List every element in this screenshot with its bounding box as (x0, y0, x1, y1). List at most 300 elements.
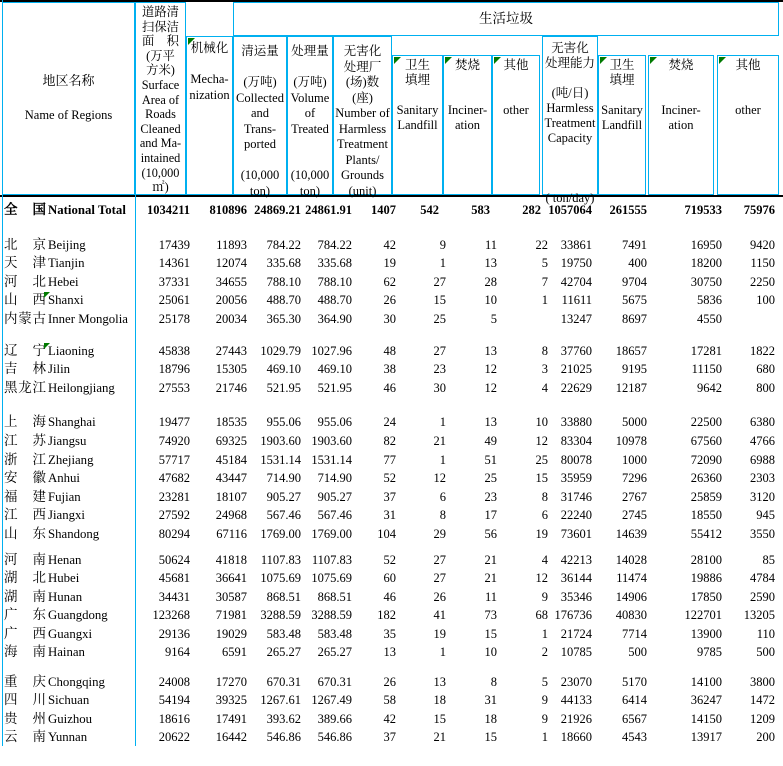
cell-capacity-incineration[interactable]: 14150 (690, 711, 722, 726)
cell-plants-total[interactable]: 24 (383, 415, 396, 430)
cell-treated[interactable]: 265.27 (317, 645, 352, 660)
table-row[interactable] (0, 569, 783, 588)
cell-collected[interactable]: 393.62 (266, 711, 301, 726)
cell-plants-landfill[interactable]: 542 (420, 203, 439, 217)
cell-mechanization[interactable]: 17270 (215, 674, 247, 689)
cell-capacity-landfill[interactable]: 7296 (622, 471, 647, 486)
cell-plants-other[interactable]: 19 (535, 526, 548, 541)
cell-plants-other[interactable]: 8 (541, 489, 548, 504)
cell-capacity-incineration[interactable]: 22500 (690, 415, 722, 430)
cell-plants-other[interactable]: 7 (541, 274, 548, 289)
cell-plants-total[interactable]: 13 (383, 645, 396, 660)
cell-plants-incineration[interactable]: 583 (471, 203, 490, 217)
cell-collected[interactable]: 670.31 (266, 674, 301, 689)
cell-collected[interactable]: 955.06 (266, 415, 301, 430)
cell-plants-total[interactable]: 1407 (371, 203, 396, 217)
cell-plants-landfill[interactable]: 15 (433, 293, 446, 308)
cell-mechanization[interactable]: 34655 (215, 274, 247, 289)
cell-capacity-total[interactable]: 33861 (560, 237, 592, 252)
cell-capacity-total[interactable]: 19750 (560, 256, 592, 271)
cell-road-area[interactable]: 25178 (158, 311, 190, 326)
cell-treated[interactable]: 955.06 (317, 415, 352, 430)
cell-plants-landfill[interactable]: 1 (439, 256, 446, 271)
table-row[interactable] (0, 432, 783, 451)
cell-plants-landfill[interactable]: 8 (439, 508, 446, 523)
cell-plants-incineration[interactable]: 13 (484, 256, 497, 271)
cell-plants-incineration[interactable]: 15 (484, 626, 497, 641)
col-header-plants-incineration[interactable]: 焚烧 Inciner- ation (443, 55, 492, 195)
cell-mechanization[interactable]: 18107 (215, 489, 247, 504)
cell-plants-incineration[interactable]: 25 (484, 471, 497, 486)
cell-capacity-landfill[interactable]: 400 (628, 256, 647, 271)
table-row[interactable] (0, 469, 783, 488)
cell-capacity-total[interactable]: 18660 (560, 730, 592, 745)
cell-plants-other[interactable]: 4 (541, 380, 548, 395)
table-row[interactable] (0, 273, 783, 292)
cell-capacity-total[interactable]: 22629 (560, 380, 592, 395)
cell-capacity-landfill[interactable]: 10978 (615, 433, 647, 448)
cell-road-area[interactable]: 29136 (158, 626, 190, 641)
cell-capacity-landfill[interactable]: 40830 (615, 608, 647, 623)
cell-collected[interactable]: 546.86 (266, 730, 301, 745)
cell-plants-incineration[interactable]: 13 (484, 415, 497, 430)
table-row[interactable] (0, 643, 783, 662)
cell-treated[interactable]: 389.66 (317, 711, 352, 726)
table-row[interactable] (0, 625, 783, 644)
col-header-capacity-total[interactable]: 无害化 处理能力 (吨/日) Harmless Treatment Capacity ( ton/day) (542, 36, 598, 195)
cell-capacity-total[interactable]: 44133 (560, 693, 592, 708)
cell-collected[interactable]: 1531.14 (260, 452, 301, 467)
cell-capacity-landfill[interactable]: 9704 (622, 274, 647, 289)
cell-capacity-other[interactable]: 945 (756, 508, 775, 523)
cell-capacity-other[interactable]: 4766 (750, 433, 775, 448)
cell-capacity-landfill[interactable]: 500 (628, 645, 647, 660)
cell-capacity-other[interactable]: 110 (756, 626, 775, 641)
cell-mechanization[interactable]: 18535 (215, 415, 247, 430)
cell-treated[interactable]: 714.90 (317, 471, 352, 486)
cell-road-area[interactable]: 47682 (158, 471, 190, 486)
cell-capacity-landfill[interactable]: 14639 (615, 526, 647, 541)
cell-plants-total[interactable]: 62 (383, 274, 396, 289)
cell-collected[interactable]: 469.10 (266, 362, 301, 377)
cell-plants-total[interactable]: 48 (383, 343, 396, 358)
cell-capacity-incineration[interactable]: 5836 (697, 293, 722, 308)
cell-capacity-total[interactable]: 35346 (560, 589, 592, 604)
cell-plants-landfill[interactable]: 1 (439, 645, 446, 660)
cell-mechanization[interactable]: 27443 (215, 343, 247, 358)
cell-capacity-other[interactable]: 13205 (743, 608, 775, 623)
cell-capacity-other[interactable]: 2590 (750, 589, 775, 604)
cell-capacity-other[interactable]: 6380 (750, 415, 775, 430)
cell-capacity-total[interactable]: 21724 (560, 626, 592, 641)
cell-plants-other[interactable]: 4 (541, 552, 548, 567)
cell-mechanization[interactable]: 12074 (215, 256, 247, 271)
col-header-collected[interactable]: 清运量 (万吨) Collected and Trans- ported (10,000 ton) (233, 36, 287, 195)
cell-plants-incineration[interactable]: 8 (490, 674, 497, 689)
cell-treated[interactable]: 905.27 (317, 489, 352, 504)
cell-mechanization[interactable]: 20056 (215, 293, 247, 308)
cell-plants-incineration[interactable]: 13 (484, 343, 497, 358)
cell-plants-incineration[interactable]: 31 (484, 693, 497, 708)
cell-capacity-total[interactable]: 42704 (560, 274, 592, 289)
cell-collected[interactable]: 265.27 (266, 645, 301, 660)
cell-capacity-incineration[interactable]: 19886 (690, 571, 722, 586)
cell-plants-incineration[interactable]: 21 (484, 571, 497, 586)
cell-road-area[interactable]: 14361 (158, 256, 190, 271)
cell-collected[interactable]: 868.51 (266, 589, 301, 604)
cell-capacity-total[interactable]: 21025 (560, 362, 592, 377)
cell-capacity-landfill[interactable]: 6567 (622, 711, 647, 726)
cell-treated[interactable]: 488.70 (317, 293, 352, 308)
cell-plants-incineration[interactable]: 12 (484, 380, 497, 395)
cell-collected[interactable]: 24869.21 (254, 203, 301, 217)
cell-capacity-landfill[interactable]: 8697 (622, 311, 647, 326)
cell-road-area[interactable]: 23281 (158, 489, 190, 504)
cell-capacity-landfill[interactable]: 261555 (609, 203, 647, 217)
cell-plants-landfill[interactable]: 27 (433, 343, 446, 358)
cell-plants-incineration[interactable]: 12 (484, 362, 497, 377)
cell-treated[interactable]: 521.95 (317, 380, 352, 395)
table-row[interactable] (0, 360, 783, 379)
cell-road-area[interactable]: 50624 (158, 552, 190, 567)
cell-plants-landfill[interactable]: 12 (433, 471, 446, 486)
cell-road-area[interactable]: 25061 (158, 293, 190, 308)
cell-plants-other[interactable]: 1 (541, 626, 548, 641)
cell-collected[interactable]: 1769.00 (260, 526, 301, 541)
cell-collected[interactable]: 365.30 (266, 311, 301, 326)
cell-plants-other[interactable]: 15 (535, 471, 548, 486)
cell-plants-landfill[interactable]: 27 (433, 571, 446, 586)
cell-capacity-incineration[interactable]: 9785 (697, 645, 722, 660)
cell-capacity-total[interactable]: 42213 (560, 552, 592, 567)
cell-capacity-landfill[interactable]: 14028 (615, 552, 647, 567)
table-row[interactable] (0, 525, 783, 544)
cell-treated[interactable]: 670.31 (317, 674, 352, 689)
cell-capacity-incineration[interactable]: 55412 (690, 526, 722, 541)
cell-plants-landfill[interactable]: 25 (433, 311, 446, 326)
cell-capacity-landfill[interactable]: 2745 (622, 508, 647, 523)
cell-capacity-other[interactable]: 1150 (750, 256, 775, 271)
cell-capacity-incineration[interactable]: 16950 (690, 237, 722, 252)
cell-capacity-landfill[interactable]: 5000 (622, 415, 647, 430)
cell-mechanization[interactable]: 30587 (215, 589, 247, 604)
cell-road-area[interactable]: 20622 (158, 730, 190, 745)
cell-plants-landfill[interactable]: 6 (439, 489, 446, 504)
cell-capacity-other[interactable]: 800 (756, 380, 775, 395)
cell-plants-other[interactable]: 6 (541, 508, 548, 523)
cell-capacity-other[interactable]: 4784 (750, 571, 775, 586)
cell-road-area[interactable]: 34431 (158, 589, 190, 604)
cell-capacity-other[interactable]: 100 (756, 293, 775, 308)
cell-plants-total[interactable]: 182 (377, 608, 396, 623)
cell-plants-other[interactable]: 9 (541, 693, 548, 708)
cell-mechanization[interactable]: 19029 (215, 626, 247, 641)
cell-plants-total[interactable]: 37 (383, 730, 396, 745)
cell-capacity-other[interactable]: 3800 (750, 674, 775, 689)
table-row[interactable] (0, 236, 783, 255)
cell-plants-landfill[interactable]: 27 (433, 552, 446, 567)
cell-plants-other[interactable]: 22 (535, 237, 548, 252)
cell-road-area[interactable]: 57717 (158, 452, 190, 467)
cell-plants-landfill[interactable]: 41 (433, 608, 446, 623)
cell-plants-incineration[interactable]: 17 (484, 508, 497, 523)
cell-capacity-incineration[interactable]: 13900 (690, 626, 722, 641)
group-header-household-garbage[interactable] (233, 2, 779, 36)
cell-plants-total[interactable]: 46 (383, 589, 396, 604)
table-row[interactable] (0, 254, 783, 273)
table-row[interactable] (0, 488, 783, 507)
cell-treated[interactable]: 788.10 (317, 274, 352, 289)
cell-plants-total[interactable]: 82 (383, 433, 396, 448)
col-header-road-area[interactable]: 道路清 扫保洁 面 积 (万平 方米) Surface Area of Roads Cleaned and Ma- intained (10,000 ㎡) (135, 2, 186, 195)
cell-road-area[interactable]: 74920 (158, 433, 190, 448)
cell-collected[interactable]: 1107.83 (260, 552, 301, 567)
cell-mechanization[interactable]: 67116 (216, 526, 247, 541)
cell-road-area[interactable]: 9164 (165, 645, 190, 660)
cell-capacity-other[interactable]: 2250 (750, 274, 775, 289)
col-header-region[interactable] (2, 2, 135, 195)
cell-plants-total[interactable]: 30 (383, 311, 396, 326)
cell-capacity-incineration[interactable]: 122701 (684, 608, 722, 623)
cell-plants-other[interactable]: 68 (535, 608, 548, 623)
cell-plants-landfill[interactable]: 23 (433, 362, 446, 377)
cell-capacity-total[interactable]: 176736 (554, 608, 592, 623)
cell-capacity-total[interactable]: 10785 (560, 645, 592, 660)
cell-treated[interactable]: 364.90 (317, 311, 352, 326)
cell-plants-landfill[interactable]: 13 (433, 674, 446, 689)
cell-treated[interactable]: 1027.96 (311, 343, 352, 358)
cell-plants-other[interactable]: 9 (541, 589, 548, 604)
cell-plants-landfill[interactable]: 15 (433, 711, 446, 726)
cell-plants-total[interactable]: 26 (383, 293, 396, 308)
cell-treated[interactable]: 1903.60 (311, 433, 352, 448)
cell-road-area[interactable]: 18796 (158, 362, 190, 377)
cell-plants-total[interactable]: 77 (383, 452, 396, 467)
cell-road-area[interactable]: 37331 (158, 274, 190, 289)
cell-plants-other[interactable]: 2 (541, 645, 548, 660)
cell-capacity-other[interactable]: 3120 (750, 489, 775, 504)
cell-collected[interactable]: 788.10 (266, 274, 301, 289)
cell-capacity-landfill[interactable]: 14906 (615, 589, 647, 604)
table-row[interactable] (0, 379, 783, 398)
cell-mechanization[interactable]: 17491 (215, 711, 247, 726)
table-row[interactable] (0, 506, 783, 525)
cell-road-area[interactable]: 45838 (158, 343, 190, 358)
cell-plants-other[interactable]: 25 (535, 452, 548, 467)
cell-mechanization[interactable]: 71981 (215, 608, 247, 623)
cell-mechanization[interactable]: 21746 (215, 380, 247, 395)
col-header-capacity-incineration[interactable]: 焚烧 Inciner- ation (648, 55, 714, 195)
cell-plants-other[interactable]: 1 (541, 730, 548, 745)
cell-plants-incineration[interactable]: 28 (484, 274, 497, 289)
cell-road-area[interactable]: 24008 (158, 674, 190, 689)
cell-capacity-landfill[interactable]: 4543 (622, 730, 647, 745)
table-row[interactable] (0, 551, 783, 570)
cell-capacity-incineration[interactable]: 14100 (690, 674, 722, 689)
cell-capacity-total[interactable]: 22240 (560, 508, 592, 523)
cell-plants-landfill[interactable]: 19 (433, 626, 446, 641)
cell-capacity-other[interactable]: 75976 (743, 203, 775, 217)
cell-capacity-landfill[interactable]: 5170 (622, 674, 647, 689)
cell-plants-other[interactable]: 282 (522, 203, 541, 217)
cell-capacity-other[interactable]: 9420 (750, 237, 775, 252)
cell-treated[interactable]: 784.22 (317, 237, 352, 252)
cell-plants-total[interactable]: 26 (383, 674, 396, 689)
cell-collected[interactable]: 1903.60 (260, 433, 301, 448)
cell-capacity-total[interactable]: 80078 (560, 452, 592, 467)
col-header-treated[interactable]: 处理量 (万吨) Volume of Treated (10,000 ton) (287, 36, 333, 195)
cell-plants-landfill[interactable]: 26 (433, 589, 446, 604)
cell-plants-landfill[interactable]: 18 (433, 693, 446, 708)
cell-capacity-landfill[interactable]: 7491 (622, 237, 647, 252)
cell-collected[interactable]: 714.90 (266, 471, 301, 486)
cell-capacity-landfill[interactable]: 11474 (616, 571, 647, 586)
cell-plants-total[interactable]: 104 (377, 526, 396, 541)
cell-plants-total[interactable]: 19 (383, 256, 396, 271)
cell-plants-incineration[interactable]: 21 (484, 552, 497, 567)
cell-capacity-other[interactable]: 6988 (750, 452, 775, 467)
col-header-plants-landfill[interactable]: 卫生 填埋 Sanitary Landfill (392, 55, 443, 195)
cell-mechanization[interactable]: 39325 (215, 693, 247, 708)
cell-plants-incineration[interactable]: 51 (484, 452, 497, 467)
table-row[interactable] (0, 291, 783, 310)
cell-capacity-other[interactable]: 2303 (750, 471, 775, 486)
table-row[interactable] (0, 710, 783, 729)
cell-capacity-other[interactable]: 200 (756, 730, 775, 745)
cell-plants-total[interactable]: 46 (383, 380, 396, 395)
cell-plants-total[interactable]: 60 (383, 571, 396, 586)
cell-plants-total[interactable]: 58 (383, 693, 396, 708)
cell-plants-incineration[interactable]: 11 (484, 237, 497, 252)
cell-treated[interactable]: 1531.14 (311, 452, 352, 467)
cell-capacity-incineration[interactable]: 13917 (690, 730, 722, 745)
cell-treated[interactable]: 1075.69 (311, 571, 352, 586)
cell-plants-total[interactable]: 42 (383, 711, 396, 726)
cell-road-area[interactable]: 123268 (152, 608, 190, 623)
cell-plants-total[interactable]: 52 (383, 471, 396, 486)
cell-mechanization[interactable]: 16442 (215, 730, 247, 745)
cell-plants-landfill[interactable]: 29 (433, 526, 446, 541)
cell-plants-other[interactable]: 12 (535, 571, 548, 586)
cell-mechanization[interactable]: 20034 (215, 311, 247, 326)
cell-mechanization[interactable]: 810896 (209, 203, 247, 217)
cell-capacity-total[interactable]: 37760 (560, 343, 592, 358)
cell-capacity-incineration[interactable]: 4550 (697, 311, 722, 326)
cell-plants-other[interactable]: 12 (535, 433, 548, 448)
cell-mechanization[interactable]: 43447 (215, 471, 247, 486)
cell-mechanization[interactable]: 36641 (215, 571, 247, 586)
cell-treated[interactable]: 1107.83 (311, 552, 352, 567)
cell-plants-landfill[interactable]: 21 (433, 433, 446, 448)
cell-capacity-total[interactable]: 11611 (561, 293, 592, 308)
cell-treated[interactable]: 335.68 (317, 256, 352, 271)
cell-capacity-other[interactable]: 1822 (750, 343, 775, 358)
cell-treated[interactable]: 546.86 (317, 730, 352, 745)
cell-road-area[interactable]: 19477 (158, 415, 190, 430)
col-header-mechanization[interactable]: 机械化 Mecha- nization (186, 36, 233, 195)
cell-mechanization[interactable]: 45184 (215, 452, 247, 467)
cell-plants-total[interactable]: 42 (383, 237, 396, 252)
cell-capacity-incineration[interactable]: 72090 (690, 452, 722, 467)
table-row[interactable] (0, 342, 783, 361)
cell-plants-other[interactable]: 5 (541, 256, 548, 271)
cell-capacity-incineration[interactable]: 28100 (690, 552, 722, 567)
cell-capacity-total[interactable]: 23070 (560, 674, 592, 689)
col-header-capacity-other[interactable]: 其他 other (717, 55, 779, 195)
cell-capacity-incineration[interactable]: 11150 (691, 362, 722, 377)
cell-road-area[interactable]: 45681 (158, 571, 190, 586)
cell-collected[interactable]: 488.70 (266, 293, 301, 308)
cell-capacity-incineration[interactable]: 67560 (690, 433, 722, 448)
table-row[interactable] (0, 310, 783, 329)
cell-plants-total[interactable]: 52 (383, 552, 396, 567)
cell-treated[interactable]: 567.46 (317, 508, 352, 523)
cell-treated[interactable]: 1267.49 (311, 693, 352, 708)
cell-road-area[interactable]: 54194 (158, 693, 190, 708)
cell-collected[interactable]: 1029.79 (260, 343, 301, 358)
cell-capacity-incineration[interactable]: 17281 (690, 343, 722, 358)
cell-collected[interactable]: 784.22 (266, 237, 301, 252)
cell-plants-incineration[interactable]: 23 (484, 489, 497, 504)
cell-capacity-landfill[interactable]: 12187 (615, 380, 647, 395)
cell-plants-incineration[interactable]: 5 (490, 311, 497, 326)
table-row-national-total[interactable] (0, 201, 783, 220)
cell-capacity-landfill[interactable]: 7714 (622, 626, 647, 641)
cell-plants-landfill[interactable]: 1 (439, 415, 446, 430)
cell-mechanization[interactable]: 69325 (215, 433, 247, 448)
cell-plants-other[interactable]: 8 (541, 343, 548, 358)
cell-plants-incineration[interactable]: 49 (484, 433, 497, 448)
cell-capacity-incineration[interactable]: 9642 (697, 380, 722, 395)
cell-plants-other[interactable]: 9 (541, 711, 548, 726)
table-row[interactable] (0, 606, 783, 625)
cell-capacity-landfill[interactable]: 9195 (622, 362, 647, 377)
cell-treated[interactable]: 583.48 (317, 626, 352, 641)
cell-collected[interactable]: 335.68 (266, 256, 301, 271)
cell-plants-incineration[interactable]: 18 (484, 711, 497, 726)
cell-capacity-landfill[interactable]: 1000 (622, 452, 647, 467)
table-row[interactable] (0, 691, 783, 710)
cell-plants-incineration[interactable]: 11 (484, 589, 497, 604)
cell-plants-incineration[interactable]: 73 (484, 608, 497, 623)
cell-plants-total[interactable]: 38 (383, 362, 396, 377)
cell-plants-landfill[interactable]: 21 (433, 730, 446, 745)
cell-capacity-total[interactable]: 21926 (560, 711, 592, 726)
cell-plants-total[interactable]: 31 (383, 508, 396, 523)
cell-capacity-total[interactable]: 13247 (560, 311, 592, 326)
cell-plants-landfill[interactable]: 30 (433, 380, 446, 395)
cell-mechanization[interactable]: 24968 (215, 508, 247, 523)
cell-collected[interactable]: 567.46 (266, 508, 301, 523)
cell-road-area[interactable]: 17439 (158, 237, 190, 252)
table-row[interactable] (0, 728, 783, 747)
cell-capacity-other[interactable]: 680 (756, 362, 775, 377)
cell-capacity-total[interactable]: 33880 (560, 415, 592, 430)
cell-capacity-landfill[interactable]: 5675 (622, 293, 647, 308)
cell-plants-landfill[interactable]: 9 (439, 237, 446, 252)
cell-treated[interactable]: 469.10 (317, 362, 352, 377)
cell-capacity-other[interactable]: 1209 (750, 711, 775, 726)
cell-mechanization[interactable]: 41818 (215, 552, 247, 567)
cell-collected[interactable]: 905.27 (266, 489, 301, 504)
cell-road-area[interactable]: 80294 (158, 526, 190, 541)
table-row[interactable] (0, 451, 783, 470)
cell-mechanization[interactable]: 11893 (216, 237, 247, 252)
cell-capacity-incineration[interactable]: 18550 (690, 508, 722, 523)
cell-capacity-other[interactable]: 85 (762, 552, 775, 567)
cell-capacity-incineration[interactable]: 719533 (684, 203, 722, 217)
cell-capacity-landfill[interactable]: 18657 (615, 343, 647, 358)
